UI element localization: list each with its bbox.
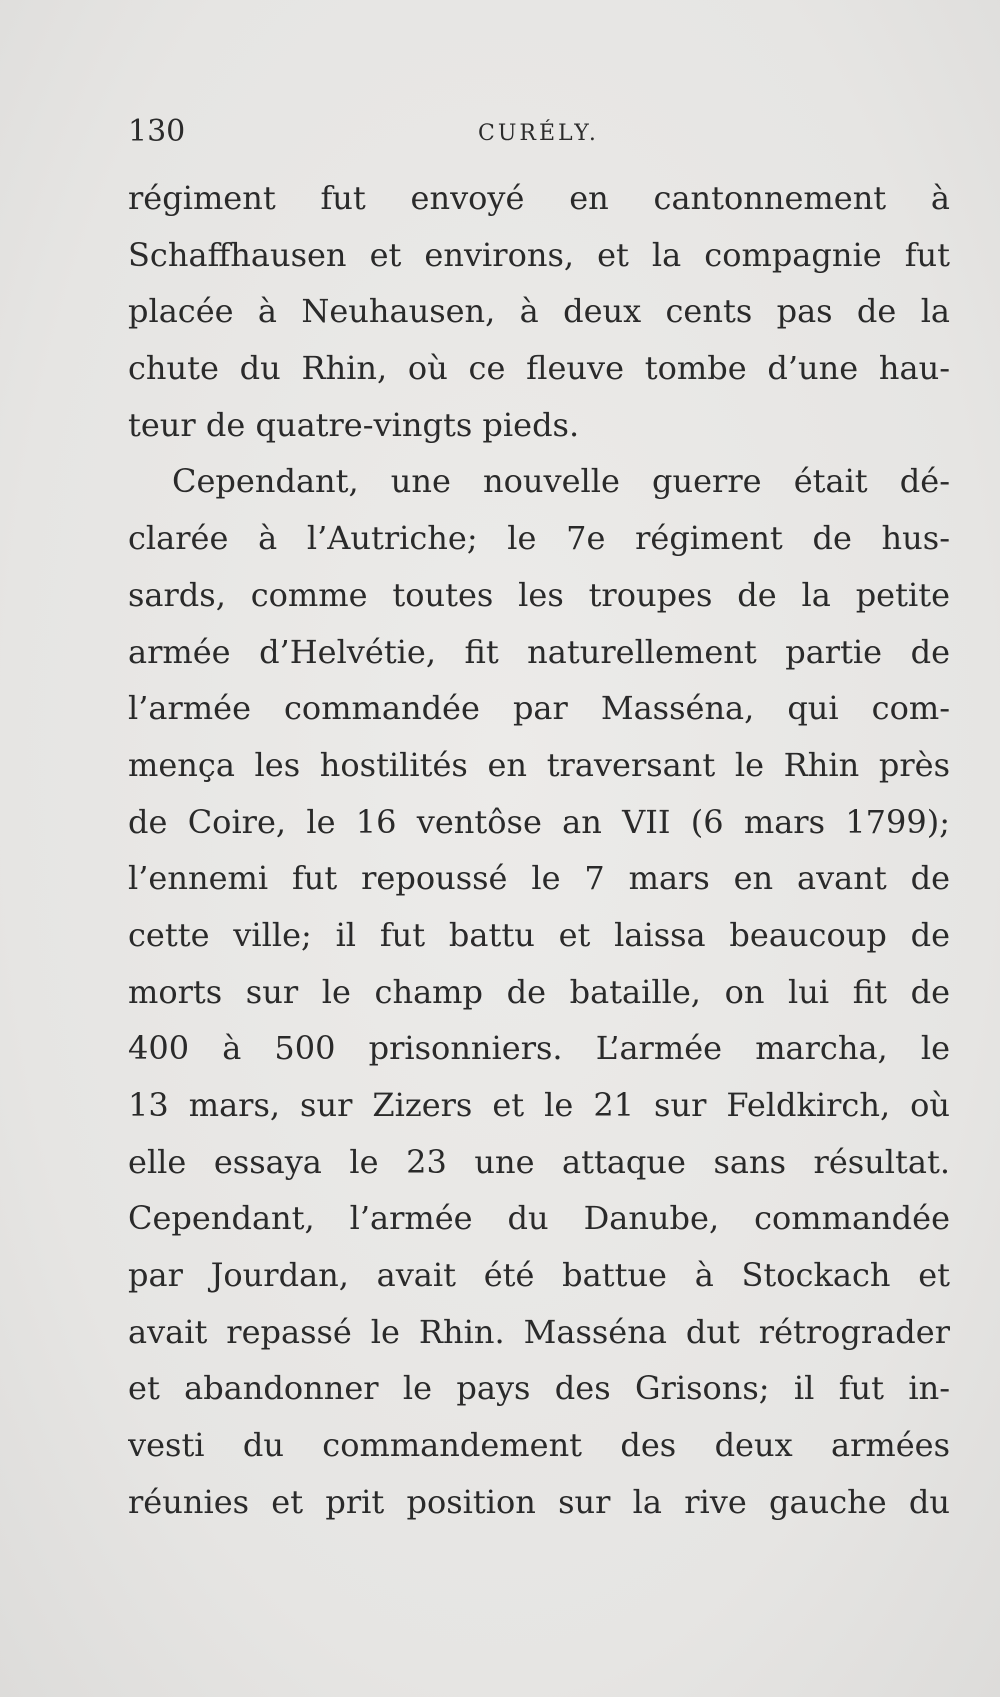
text-line: sards, comme toutes les troupes de la petite [128, 575, 950, 614]
body-text [128, 170, 950, 1531]
text-line: 400 à 500 prisonniers. L’armée marcha, le [128, 1029, 950, 1068]
text-line: l’ennemi fut repoussé le 7 mars en avant de [128, 859, 950, 898]
text-line: 13 mars, sur Zizers et le 21 sur Feldkirch, où [128, 1086, 950, 1124]
text-line: régiment fut envoyé en cantonnement à [128, 179, 950, 217]
text-line: armée d’Helvétie, fit naturellement partie de [128, 632, 950, 671]
page-number: 130 [128, 114, 186, 149]
page-header [128, 112, 950, 152]
text-line: cette ville; il fut battu et laissa beaucoup de [128, 915, 950, 954]
text-line: vesti du commandement des deux armées [128, 1426, 950, 1465]
text-line: avait repassé le Rhin. Masséna dut rétrograder [128, 1312, 950, 1351]
text-line: chute du Rhin, où ce fleuve tombe d’une hau- [128, 349, 950, 388]
text-line: par Jourdan, avait été battue à Stockach et [128, 1256, 950, 1295]
text-line: elle essaya le 23 une attaque sans résultat. [128, 1142, 950, 1181]
text-line: teur de quatre-vingts pieds. [128, 405, 580, 444]
text-line: réunies et prit position sur la rive gauche du [128, 1482, 950, 1521]
text-line: l’armée commandée par Masséna, qui com- [128, 689, 950, 728]
text-line: placée à Neuhausen, à deux cents pas de la [128, 292, 950, 331]
text-line: Cependant, une nouvelle guerre était dé- [172, 462, 950, 501]
text-line: de Coire, le 16 ventôse an VII (6 mars 1799); [128, 802, 950, 841]
text-line: morts sur le champ de bataille, on lui fit de [128, 972, 950, 1011]
text-line: et abandonner le pays des Grisons; il fut in- [128, 1369, 950, 1408]
text-line: mença les hostilités en traversant le Rhin près [128, 745, 950, 784]
text-line: Schaffhausen et environs, et la compagnie fut [128, 235, 950, 274]
text-line: clarée à l’Autriche; le 7e régiment de hus- [128, 519, 950, 558]
text-line: Cependant, l’armée du Danube, commandée [128, 1199, 950, 1238]
running-title: CURÉLY. [478, 121, 599, 146]
